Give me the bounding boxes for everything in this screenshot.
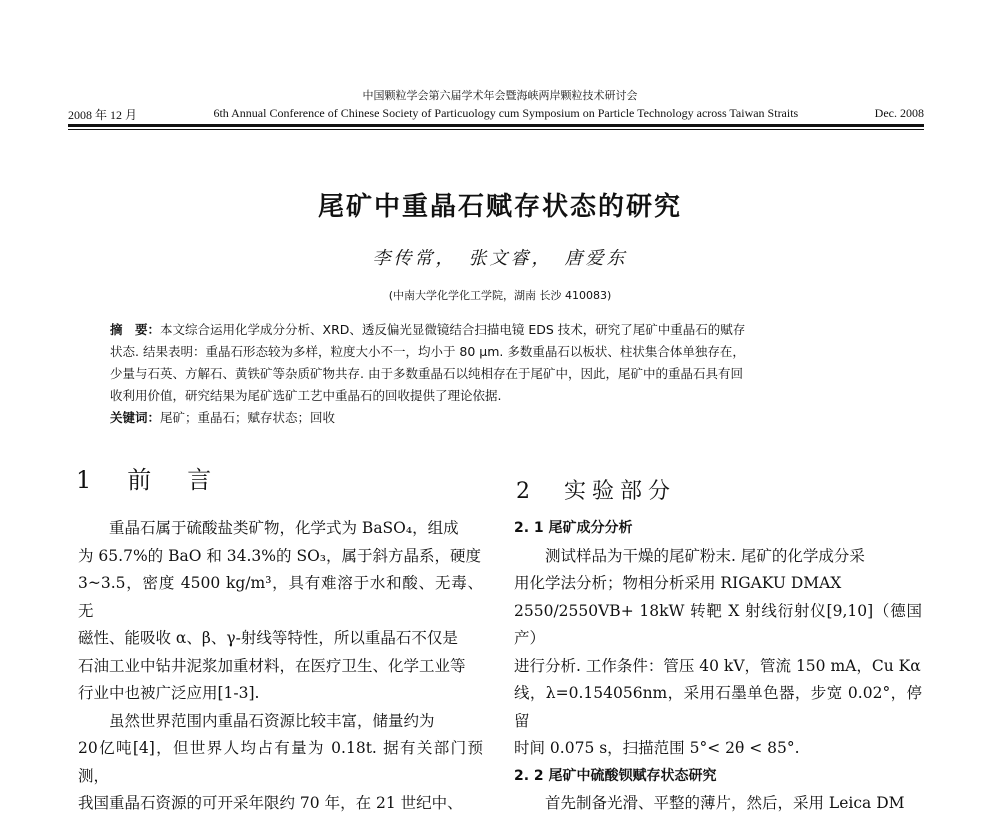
paper-authors: 李传常， 张文睿， 唐爱东 xyxy=(372,248,628,269)
abstract-block xyxy=(110,319,890,429)
text-line: 为 65.7%的 BaO 和 34.3%的 SO₃，属于斜方晶系，硬度 xyxy=(78,546,481,565)
text-line: 虽然世界范围内重晶石资源比较丰富，储量约为 xyxy=(109,711,435,730)
text-line: 重晶石属于硫酸盐类矿物，化学式为 BaSO₄，组成 xyxy=(109,519,459,537)
right-column xyxy=(514,515,922,818)
abstract-line: 状态. 结果表明：重晶石形态较为多样，粒度大小不一，均小于 80 μm. 多数重晶石以板状、柱状集合体单独存在， xyxy=(110,344,745,359)
section-2-heading: 2 实验部分 xyxy=(516,479,676,504)
text-line: 石油工业中钻井泥浆加重材料，在医疗卫生、化学工业等 xyxy=(78,656,466,675)
text-line: 我国重晶石资源的可开采年限约 70 年，在 21 世纪中、 xyxy=(78,794,463,812)
header-rule-thin xyxy=(68,129,924,130)
text-line: 测试样品为干燥的尾矿粉末. 尾矿的化学成分采 xyxy=(545,546,865,565)
subsection-2-1-heading: 2. 1 尾矿成分分析 xyxy=(514,520,633,536)
abstract-label: 摘 要： xyxy=(110,322,161,337)
abstract-line: 少量与石英、方解石、黄铁矿等杂质矿物共存. 由于多数重晶石以纯相存在于尾矿中，因此，尾矿中的重晶石具有回 xyxy=(110,366,743,381)
header-conference-en: 6th Annual Conference of Chinese Society of Particuology cum Symposium on Particle Technology across Taiwan Straits xyxy=(213,106,799,120)
text-line: 磁性、能吸收 α、β、γ-射线等特性，所以重晶石不仅是 xyxy=(78,629,458,647)
paper-affiliation: (中南大学化学化工学院，湖南 长沙 410083) xyxy=(388,289,612,302)
text-line: 2550/2550VB+ 18kW 转靶 X 射线衍射仪[9,10]（德国产） xyxy=(514,601,922,647)
abstract-line: 本文综合运用化学成分分析、XRD、透反偏光显微镜结合扫描电镜 EDS 技术，研究了尾矿中重晶石的赋存 xyxy=(160,322,746,337)
keywords-label: 关键词： xyxy=(110,410,161,425)
left-column xyxy=(78,515,483,818)
keywords: 尾矿；重晶石；赋存状态；回收 xyxy=(160,410,336,425)
text-line: 时间 0.075 s，扫描范围 5°< 2θ < 85°. xyxy=(514,739,800,757)
header-date-en: Dec. 2008 xyxy=(874,106,924,120)
conference-title-cn: 中国颗粒学会第六届学术年会暨海峡两岸颗粒技术研讨会 xyxy=(362,89,638,102)
text-line: 3~3.5，密度 4500 kg/m³，具有难溶于水和酸、无毒、无 xyxy=(78,574,483,620)
text-line: 用化学法分析；物相分析采用 RIGAKU DMAX xyxy=(514,574,842,592)
text-line: 首先制备光滑、平整的薄片，然后，采用 Leica DM xyxy=(545,794,905,812)
text-line: 行业中也被广泛应用[1-3]. xyxy=(78,684,260,702)
header-date-cn: 2008 年 12 月 xyxy=(68,108,138,122)
subsection-2-2-heading: 2. 2 尾矿中硫酸钡赋存状态研究 xyxy=(514,767,717,784)
running-header xyxy=(68,106,924,123)
abstract-line: 收利用价值，研究结果为尾矿选矿工艺中重晶石的回收提供了理论依据. xyxy=(110,388,502,403)
paper-title: 尾矿中重晶石赋存状态的研究 xyxy=(317,192,682,222)
text-line: 进行分析. 工作条件：管压 40 kV，管流 150 mA，Cu Kα xyxy=(514,656,921,675)
text-line: 线，λ=0.154056nm，采用石墨单色器，步宽 0.02°，停留 xyxy=(514,684,922,730)
header-rule-thick xyxy=(68,124,924,127)
section-1-heading: 1 前 言 xyxy=(76,466,218,494)
text-line: 20亿吨[4]，但世界人均占有量为 0.18t. 据有关部门预测， xyxy=(78,739,483,785)
